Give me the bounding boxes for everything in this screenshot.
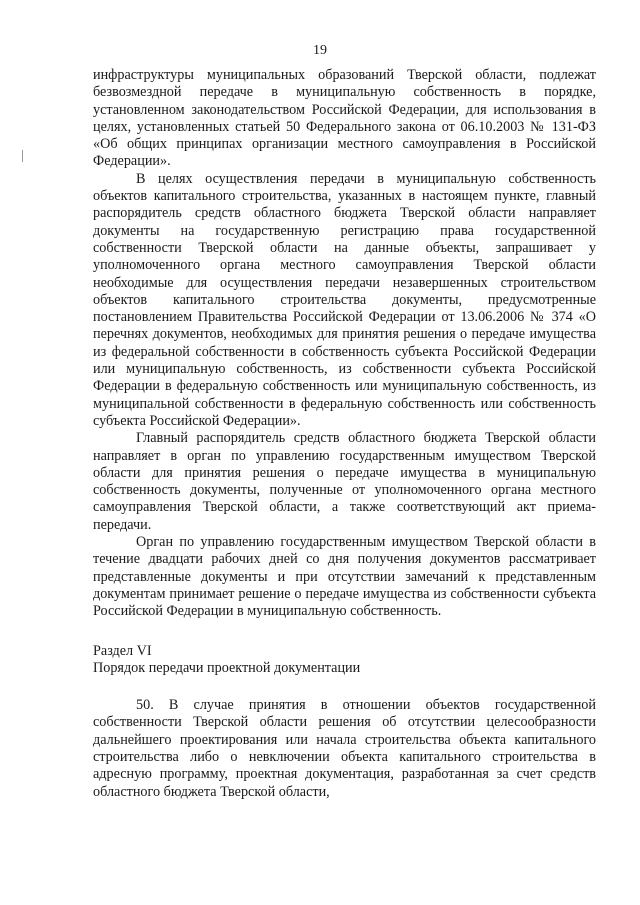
section-title: Порядок передачи проектной документации	[93, 659, 361, 676]
document-body	[93, 67, 596, 801]
page-number: 19	[313, 43, 327, 58]
section-heading: Раздел VI	[93, 642, 152, 659]
paragraph-chief-administrator: Главный распорядитель средств областного бюджета Тверской области направляет в орган по управлению государственным имуществом Тверской области для принятия решения о передаче имущества в муниципальную собственность документы, полученные от уполномоченного органа местного самоуправления Тверской области, а также соответствующий акт приема-передачи.	[93, 430, 596, 533]
paragraph-item-50: 50. В случае принятия в отношении объектов государственной собственности Тверской области решения об отсутствии целесообразности дальнейшего проектирования или начала строительства объекта капитального строительства либо о невключении объекта капитального строительства в адресную программу, проектная документация, разработанная за счет средств областного бюджета Тверской области,	[93, 697, 596, 800]
margin-mark	[22, 150, 23, 162]
paragraph-transfer-procedure: В целях осуществления передачи в муниципальную собственность объектов капитального строительства, указанных в настоящем пункте, главный распорядитель средств областного бюджета Тверской области направляет документы на государственную регистрацию права государственной собственности Тверской области на данные объекты, запрашивает у уполномоченного органа местного самоуправления Тверской области необходимые для осуществления передачи незавершенных строительством объектов капитального строительства документы, предусмотренные постановлением Правительства Российской Федерации от 13.06.2006 № 374 «О перечнях документов, необходимых для принятия решения о передаче имущества из федеральной собственности в собственность субъекта Российской Федерации или муниципальную собственность, из собственности субъекта Российской Федерации в федеральную собственность или муниципальную собственность, из муниципальной собственности в федеральную собственность или собственность субъекта Российской Федерации».	[93, 170, 596, 429]
paragraph-continuation: инфраструктуры муниципальных образований Тверской области, подлежат безвозмездной передаче в муниципальную собственность в порядке, установленном законодательством Российской Федерации, для использования в целях, установленных статьей 50 Федерального закона от 06.10.2003 № 131-ФЗ «Об общих принципах организации местного самоуправления в Российской Федерации».	[93, 67, 596, 170]
paragraph-property-authority: Орган по управлению государственным имуществом Тверской области в течение двадцати рабочих дней со дня получения документов рассматривает представленные документы и при отсутствии замечаний к представленным документам принимает решение о передаче имущества из собственности субъекта Российской Федерации в муниципальную собственность.	[93, 534, 596, 620]
